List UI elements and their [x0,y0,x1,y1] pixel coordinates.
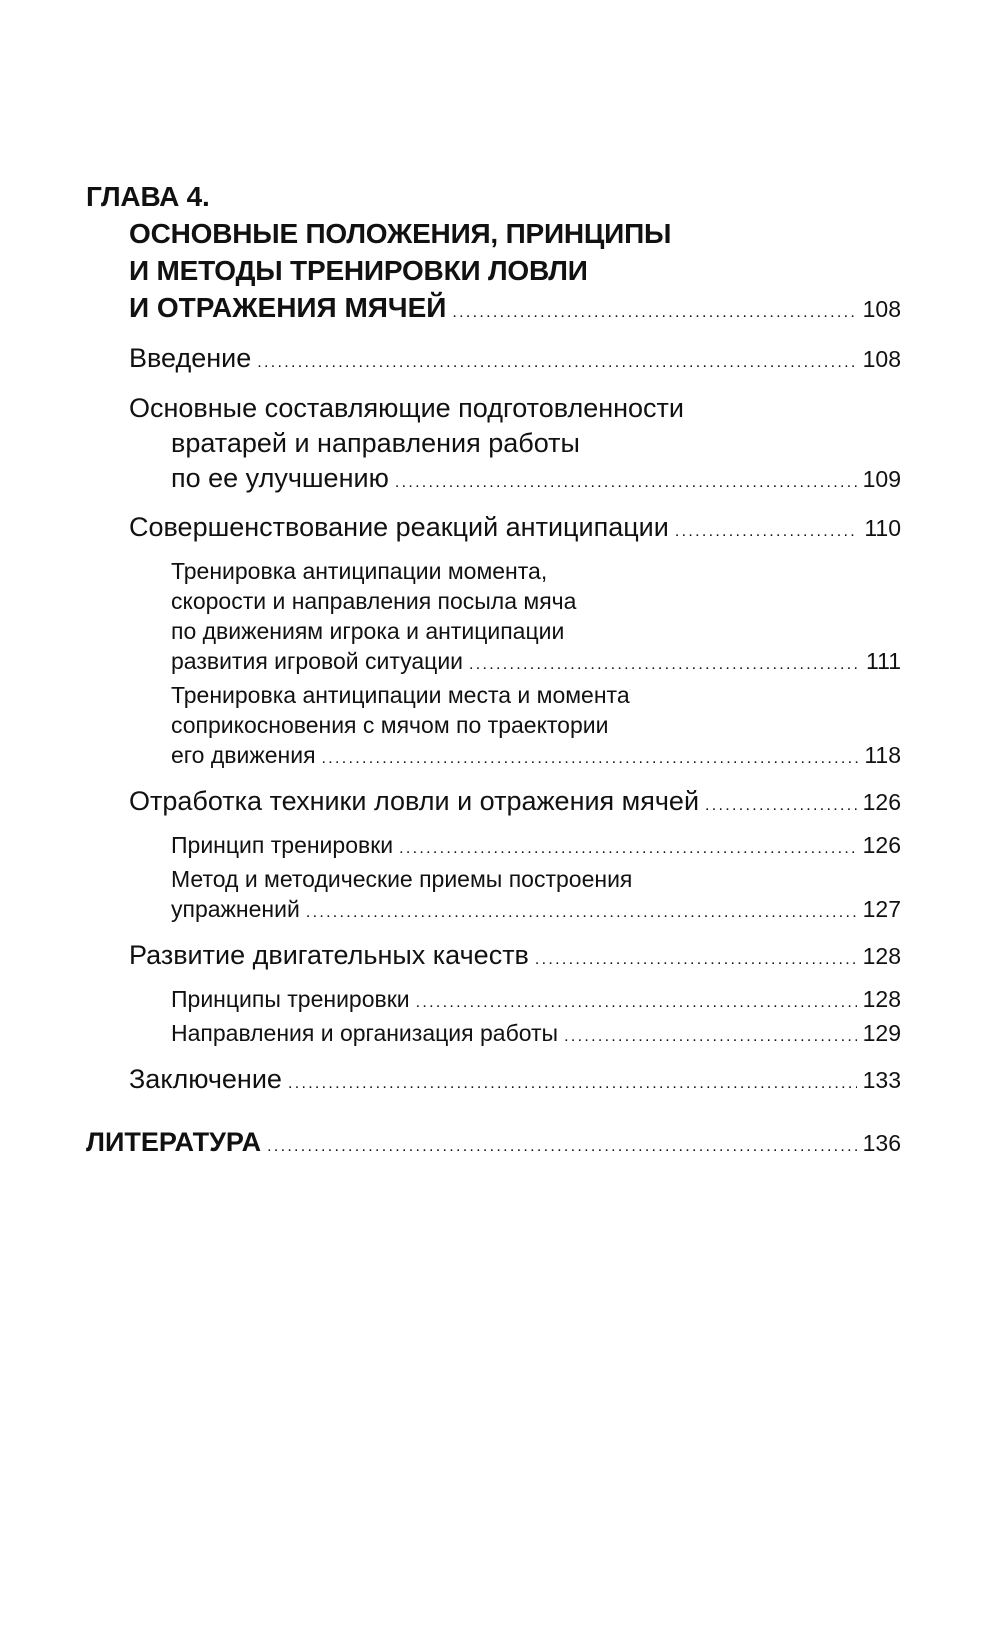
dot-leader [535,942,857,978]
page-number: 133 [862,1067,901,1093]
subentry-title-line: скорости и направления посыла мяча [171,588,577,614]
toc-entry-chapter[interactable] [86,289,901,331]
entry-title: Совершенствование реакций антиципации [129,512,669,542]
page-number: 126 [862,832,901,858]
entry-title: Отработка техники ловли и отражения мячей [129,786,700,816]
subentry-title-last-line: развития игровой ситуации [171,648,464,674]
dot-leader [416,988,857,1018]
chapter-title-line: И МЕТОДЫ ТРЕНИРОВКИ ЛОВЛИ [129,255,588,286]
page-number: 109 [862,466,901,492]
table-of-contents [86,178,901,1165]
page-number: 126 [862,789,901,815]
page-number: 108 [862,346,901,372]
subentry-title: Принципы тренировки [171,986,410,1012]
chapter-title-last-line: И ОТРАЖЕНИЯ МЯЧЕЙ [129,292,447,323]
dot-leader [322,744,859,774]
toc-entry-technique[interactable] [86,783,901,824]
toc-entry-conclusion[interactable] [86,1061,901,1102]
dot-leader [257,345,856,381]
chapter-label: ГЛАВА 4. [86,181,210,212]
entry-title: ЛИТЕРАТУРА [86,1127,262,1157]
page-number: 127 [862,896,901,922]
dot-leader [675,514,858,550]
toc-subentry-motor-1[interactable] [86,984,901,1018]
page-number: 128 [862,943,901,969]
toc-entry-motor[interactable] [86,937,901,978]
subentry-title: Принцип тренировки [171,832,394,858]
toc-subentry-anticipation-2[interactable] [86,740,901,774]
dot-leader [399,834,857,864]
chapter-title-line: ОСНОВНЫЕ ПОЛОЖЕНИЯ, ПРИНЦИПЫ [129,218,672,249]
subentry-title-line: по движениям игрока и антиципации [171,618,565,644]
subentry-title: Направления и организация работы [171,1020,559,1046]
dot-leader [306,898,857,928]
toc-subentry-anticipation-1[interactable] [86,646,901,680]
toc-entry-components[interactable] [86,461,901,500]
dot-leader [469,650,860,680]
subentry-title-last-line: его движения [171,742,316,768]
entry-title-last-line: по ее улучшению [171,463,389,493]
entry-title-line: Основные составляющие подготовленности [129,393,685,423]
dot-leader [705,788,857,824]
page-number: 108 [862,296,901,322]
page-number: 128 [862,986,901,1012]
subentry-title-line: Тренировка антиципации места и момента [171,682,630,708]
subentry-title-line: соприкосновения с мячом по траектории [171,712,609,738]
entry-title: Введение [129,343,252,373]
page-number: 118 [864,742,901,768]
subentry-title-line: Метод и методические приемы построения [171,866,633,892]
toc-entry-anticipation[interactable] [86,509,901,550]
toc-subentry-technique-1[interactable] [86,830,901,864]
page-number: 110 [864,515,901,541]
dot-leader [564,1022,857,1052]
page-number: 136 [862,1130,901,1156]
dot-leader [452,294,856,331]
toc-subentry-technique-2[interactable] [86,894,901,928]
page-number: 111 [866,648,901,674]
toc-subentry-motor-2[interactable] [86,1018,901,1052]
dot-leader [267,1129,857,1165]
dot-leader [288,1066,857,1102]
page-number: 129 [862,1020,901,1046]
subentry-title-last-line: упражнений [171,896,300,922]
entry-title: Развитие двигательных качеств [129,940,529,970]
dot-leader [395,465,857,500]
subentry-title-line: Тренировка антиципации момента, [171,558,548,584]
toc-entry-intro[interactable] [86,340,901,381]
entry-title: Заключение [129,1064,282,1094]
entry-title-line: вратарей и направления работы [171,428,580,458]
toc-entry-literature[interactable] [86,1124,901,1165]
